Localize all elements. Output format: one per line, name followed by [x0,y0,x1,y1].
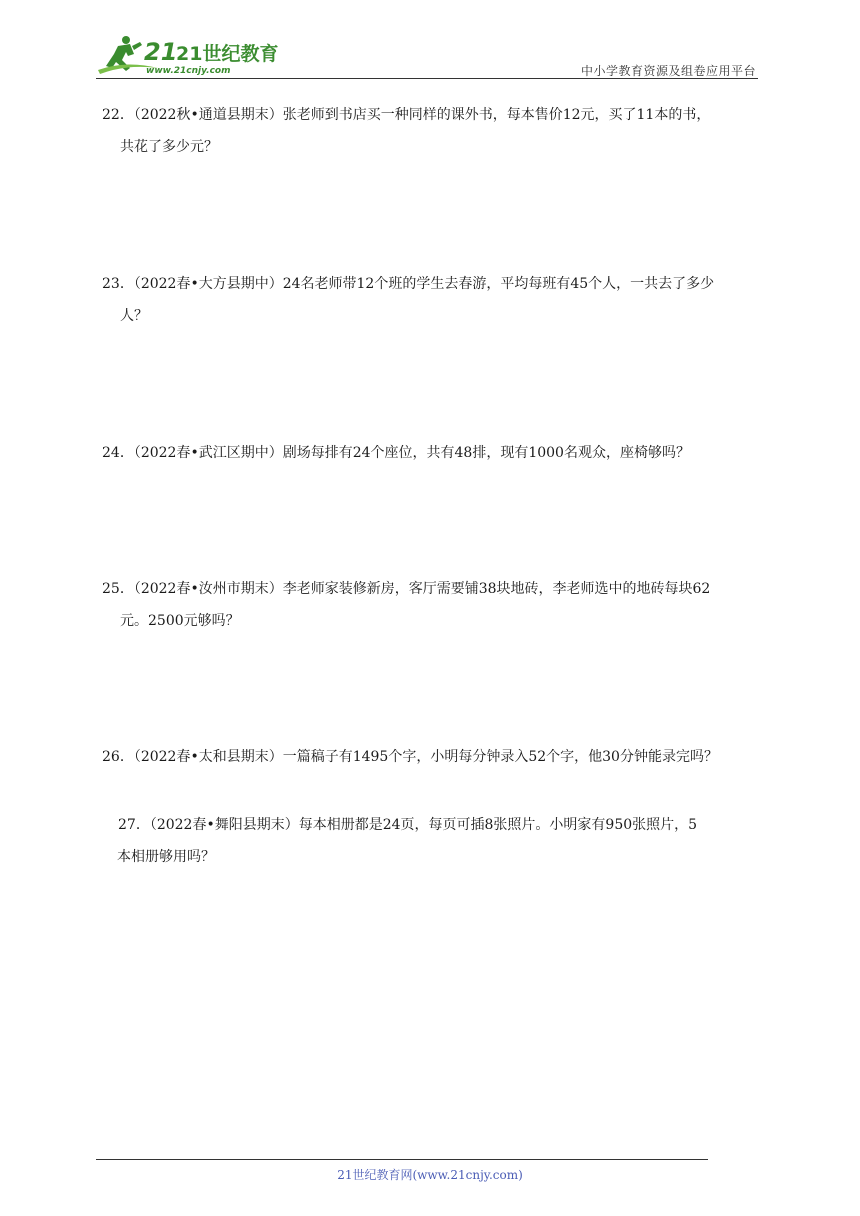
question-text: 24．（2022春•武江区期中）剧场每排有24个座位，共有48排，现有1000名观众，座椅够吗？ [102,445,690,461]
question-text: 26．（2022春•太和县期末）一篇稿子有1495个字，小明每分钟录入52个字，他30分钟能录完吗？ [102,749,718,765]
question-text: 25．（2022春•汝州市期末）李老师家装修新房，客厅需要铺38块地砖，李老师选中的地砖每块62 [102,581,711,597]
question-text: 23．（2022春•大方县期中）24名老师带12个班的学生去春游，平均每班有45个人，一共去了多少 [102,276,715,292]
footer-divider [96,1159,708,1160]
question-22 [102,99,710,163]
logo-21cnjy [96,30,279,78]
logo-text: 21世纪教育 [176,43,279,65]
question-24 [102,437,690,469]
header-tagline: 中小学教育资源及组卷应用平台 [580,64,756,78]
question-text: 22．（2022秋•通道县期末）张老师到书店买一种同样的课外书，每本售价12元，买了11本的书， [102,107,711,123]
question-23 [102,268,714,332]
question-text-continued: 本相册够用吗？ [117,849,215,865]
question-text: 27．（2022春•舞阳县期末）每本相册都是24页，每页可插8张照片。小明家有950张照片，5 [118,817,698,833]
question-25 [102,573,710,637]
footer-link[interactable]: 21世纪教育网(www.21cnjy.com) [337,1168,523,1182]
question-27 [118,809,697,873]
page-header [96,30,758,78]
header-divider [96,78,758,79]
svg-text:21: 21 [144,38,178,66]
question-26 [102,741,718,773]
question-text-continued: 元。2500元够吗？ [120,613,240,629]
question-text-continued: 人？ [120,308,148,324]
question-text-continued: 共花了多少元？ [120,139,218,155]
logo-url: www.21cnjy.com [146,66,231,76]
